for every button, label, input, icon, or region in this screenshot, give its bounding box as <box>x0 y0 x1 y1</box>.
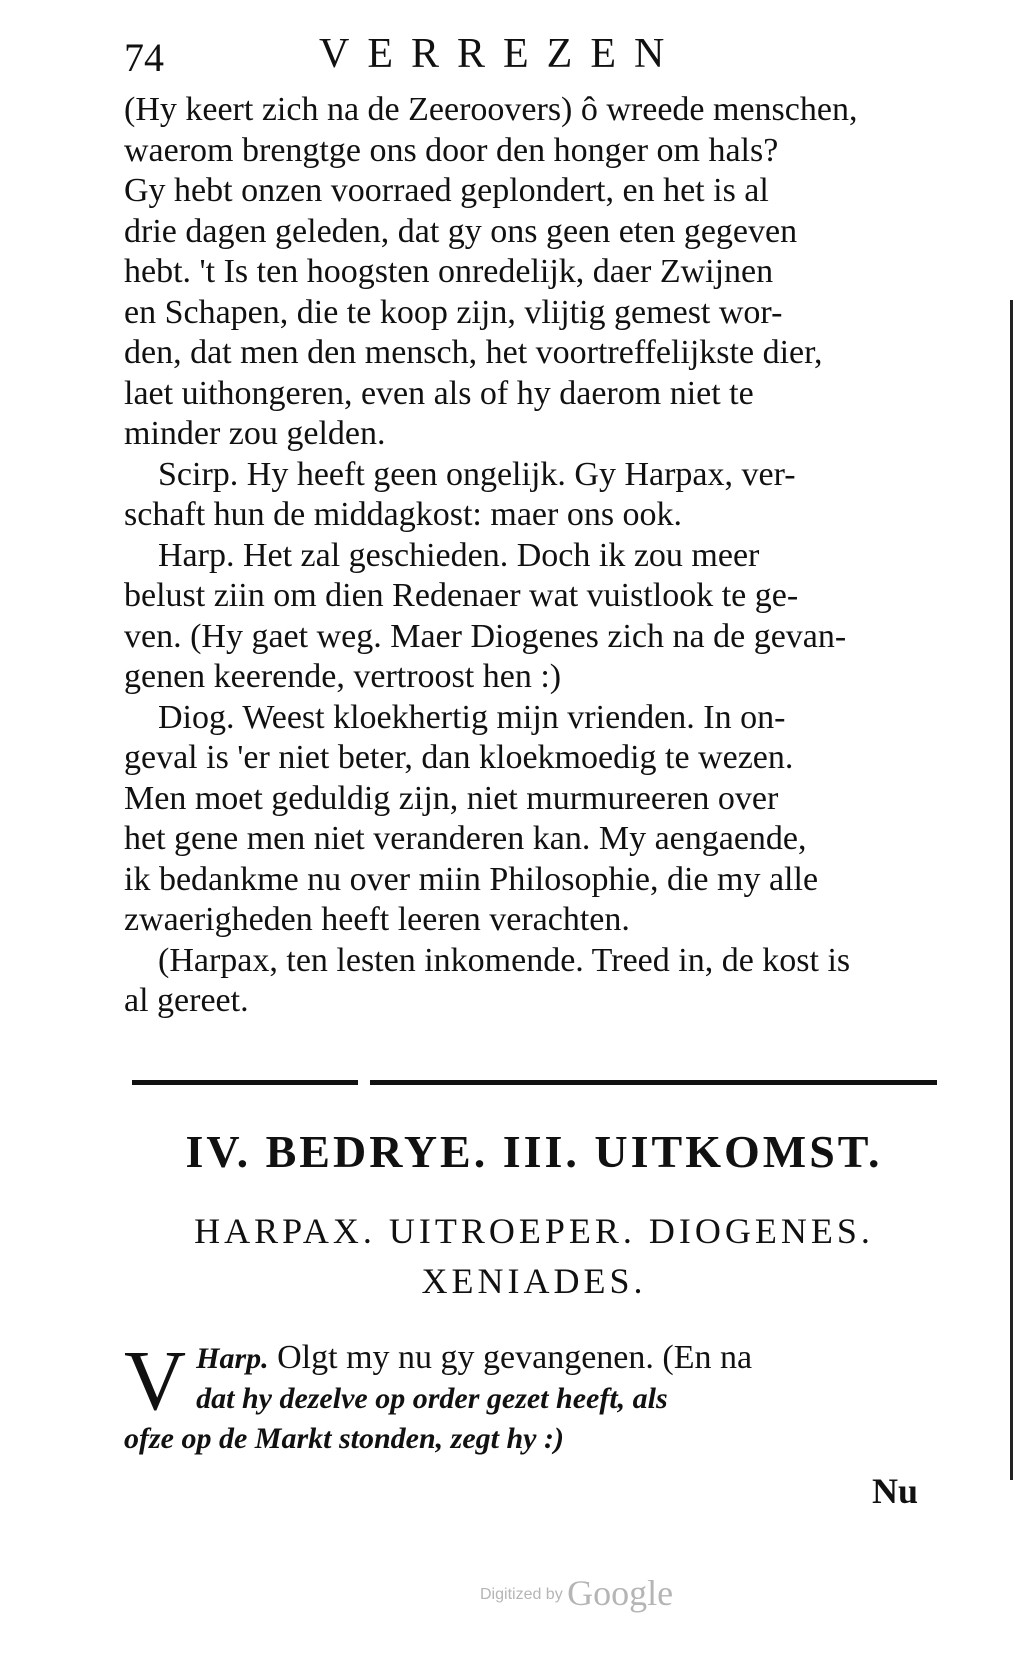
scene-line-1-text: Olgt my nu gy gevangenen. (En na <box>277 1339 753 1376</box>
dialogue-text <box>124 90 944 1022</box>
scene-line-2: dat hy dezelve op order gezet heeft, als <box>196 1382 668 1415</box>
text-line: waerom brengtge ons door den honger om hals? <box>124 131 779 169</box>
speaker-label: Harp. <box>196 1342 269 1375</box>
text-line: al gereet. <box>124 982 249 1019</box>
text-line: genen keerende, vertroost hen :) <box>124 658 562 695</box>
text-line: het gene men niet veranderen kan. My aengaende, <box>124 820 807 857</box>
text-line: hebt. 't Is ten hoogsten onredelijk, daer Zwijnen <box>124 253 774 290</box>
running-head: VERREZEN <box>319 31 683 77</box>
drop-cap: V <box>124 1332 187 1428</box>
scene-opening <box>124 1332 944 1459</box>
text-line: Harp. Het zal geschieden. Doch ik zou meer <box>158 536 760 574</box>
section-rule-right <box>370 1080 937 1085</box>
text-line: schaft hun de middagkost: maer ons ook. <box>124 496 683 533</box>
text-line: en Schapen, die te koop zijn, vlijtig gemest wor- <box>124 293 783 331</box>
text-line: Scirp. Hy heeft geen ongelijk. Gy Harpax, ver- <box>158 455 796 493</box>
text-line: Gy hebt onzen voorraed geplondert, en het is al <box>124 172 769 209</box>
catchword: Nu <box>872 1471 919 1511</box>
act-heading: IV. BEDRYE. III. UITKOMST. <box>185 1126 883 1177</box>
page-number: 74 <box>124 35 164 80</box>
page-edge-line <box>1010 300 1013 1480</box>
watermark-logo: Google <box>567 1573 674 1613</box>
cast-list-line-1: HARPAX. UITROEPER. DIOGENES. <box>194 1211 874 1251</box>
digitized-watermark <box>480 1572 673 1614</box>
text-line: (Harpax, ten lesten inkomende. Treed in, de kost is <box>158 941 851 979</box>
text-line: geval is 'er niet beter, dan kloekmoedig te wezen. <box>124 739 794 776</box>
text-line: minder zou gelden. <box>124 415 386 452</box>
scene-line-3: ofze op de Markt stonden, zegt hy :) <box>124 1422 564 1455</box>
text-line: den, dat men den mensch, het voortreffelijkste dier, <box>124 334 823 371</box>
text-line: ik bedankme nu over miin Philosophie, die my alle <box>124 860 819 898</box>
text-line: laet uithongeren, even als of hy daerom niet te <box>124 374 754 412</box>
page-header <box>124 31 944 94</box>
text-line: Men moet geduldig zijn, niet murmureeren over <box>124 779 779 817</box>
text-line: drie dagen geleden, dat gy ons geen eten gegeven <box>124 212 798 250</box>
section-rule-left <box>132 1080 358 1085</box>
text-line: Diog. Weest kloekhertig mijn vrienden. In on- <box>158 698 786 736</box>
cast-list-line-2: XENIADES. <box>421 1261 647 1301</box>
scene-line-1 <box>124 1338 944 1379</box>
text-line: belust ziin om dien Redenaer wat vuistlook te ge- <box>124 577 799 614</box>
text-line: zwaerigheden heeft leeren verachten. <box>124 901 630 938</box>
watermark-prefix: Digitized by <box>480 1586 563 1603</box>
text-line: ven. (Hy gaet weg. Maer Diogenes zich na de gevan- <box>124 617 847 655</box>
text-line: (Hy keert zich na de Zeeroovers) ô wreede menschen, <box>124 91 858 128</box>
